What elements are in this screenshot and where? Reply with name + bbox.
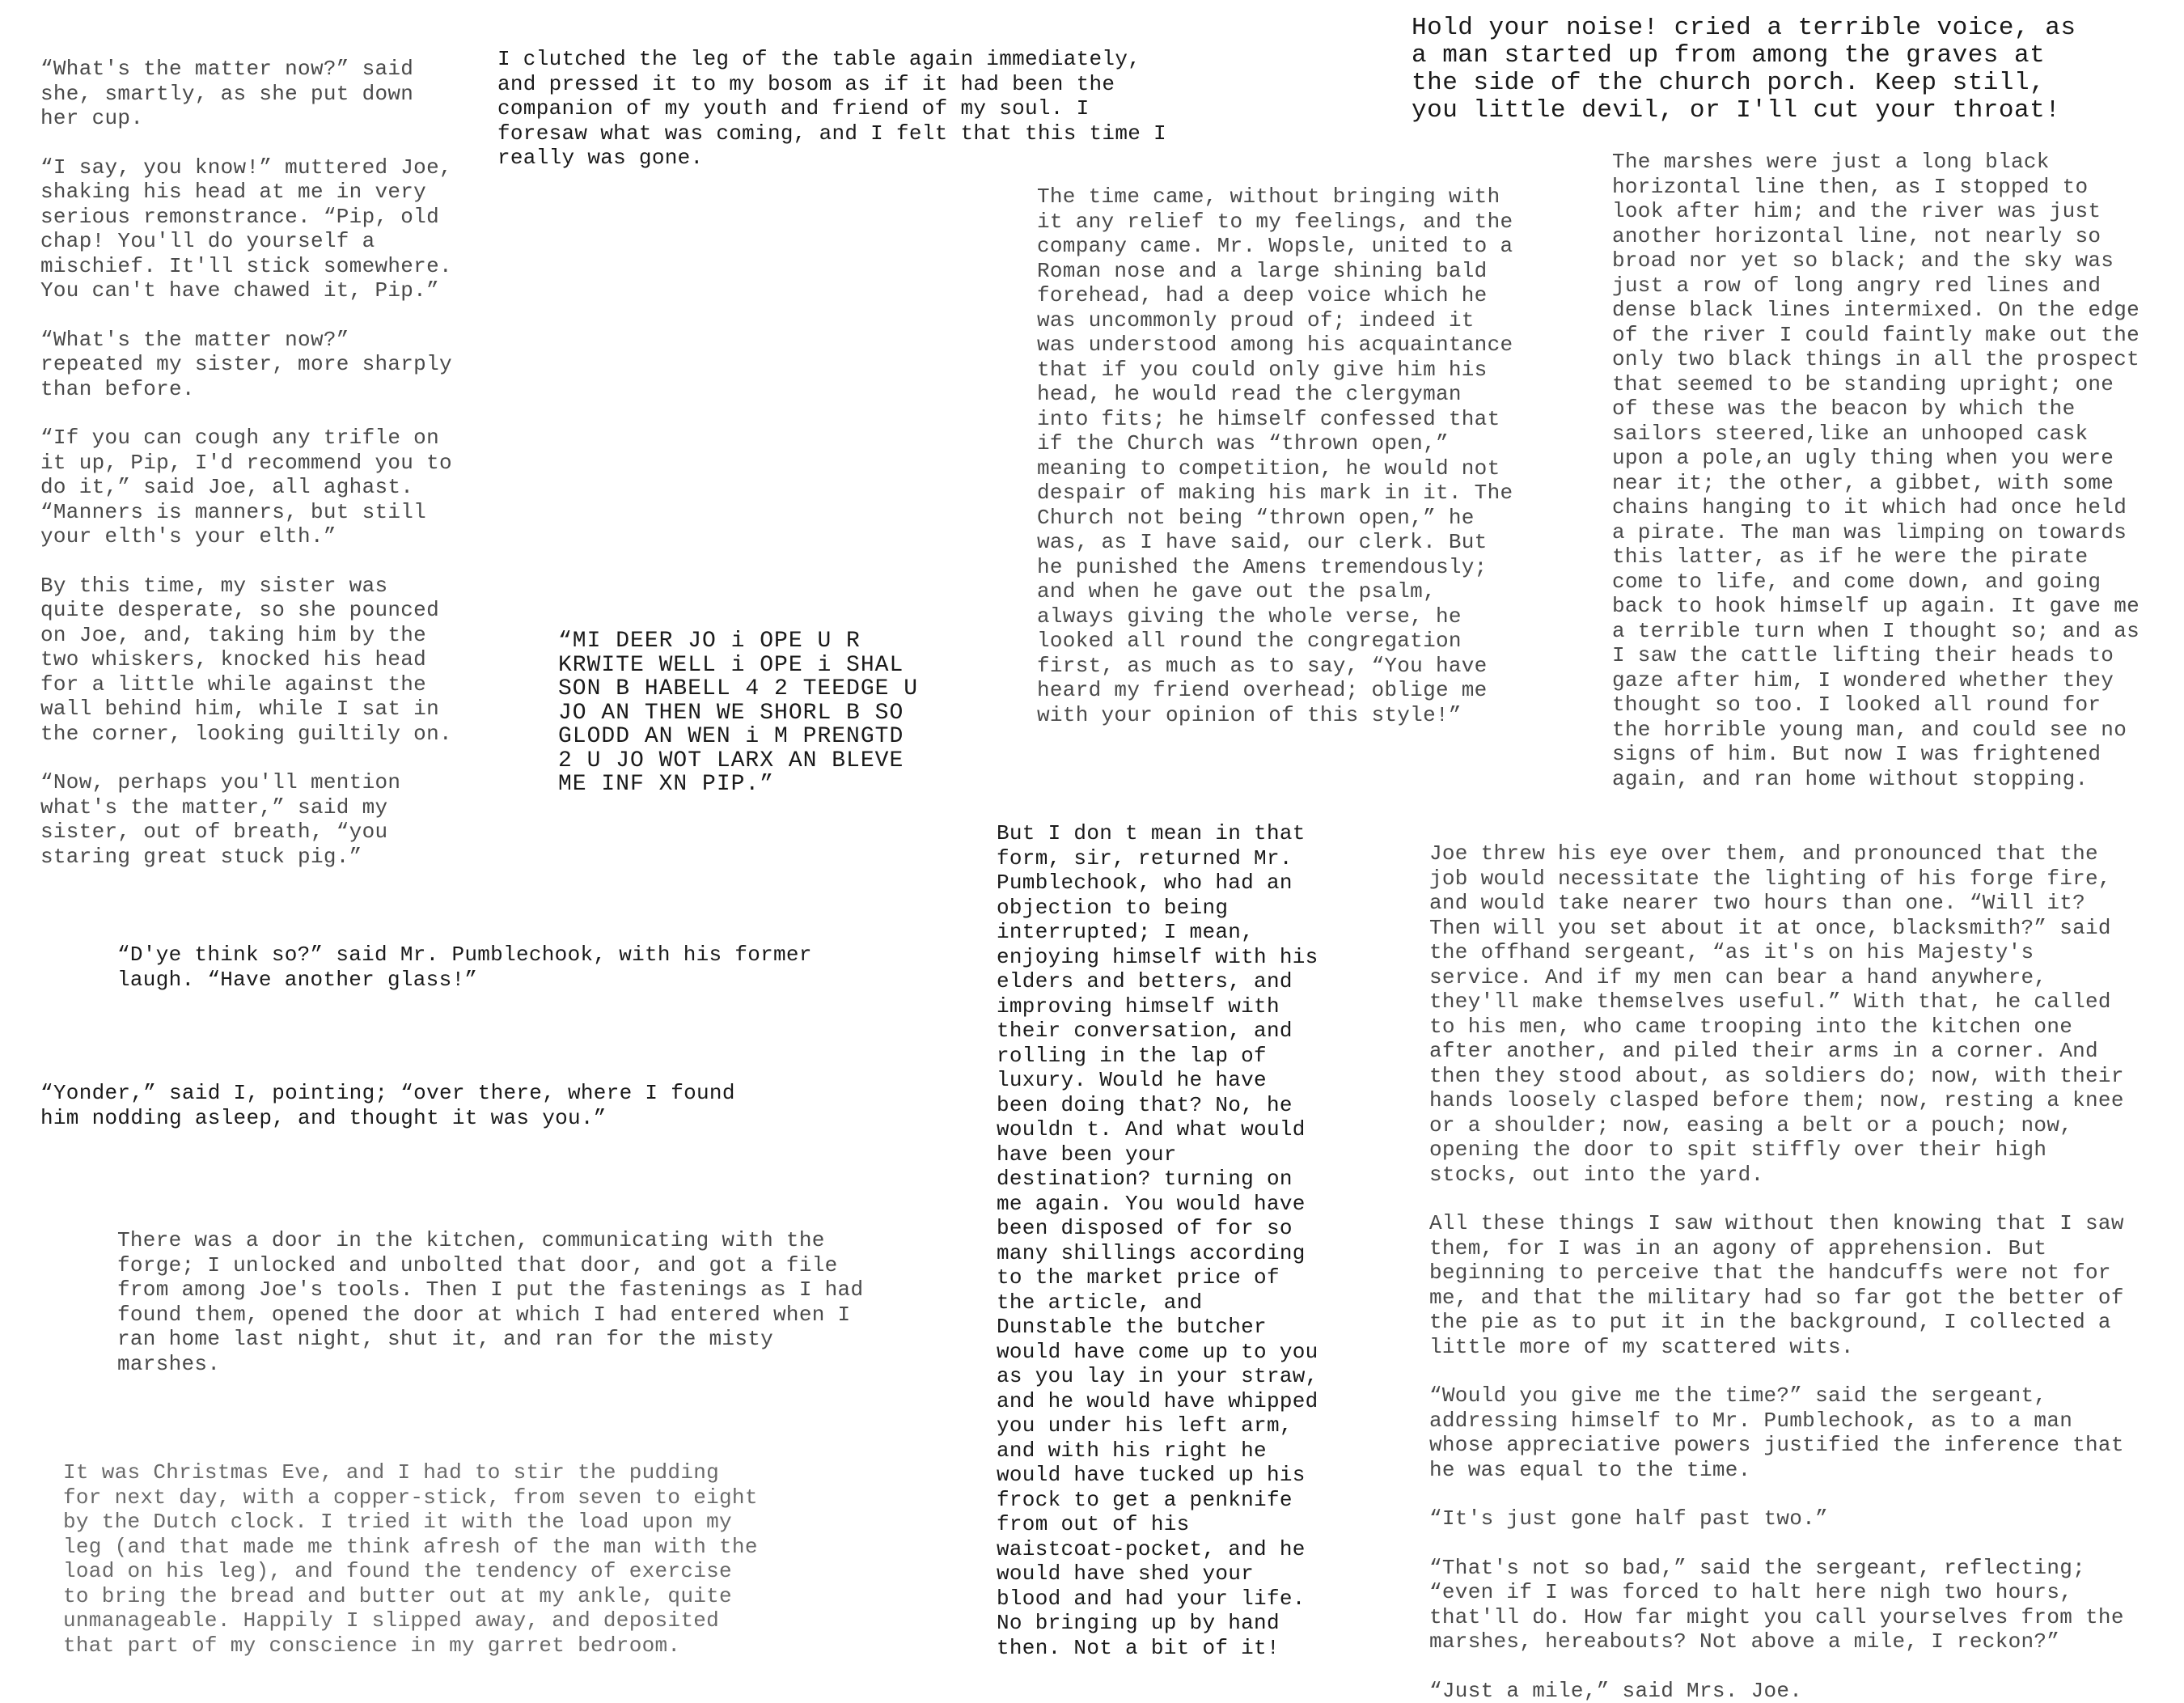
text-block-table-leg xyxy=(497,47,1185,171)
paragraph: Hold your noise! cried a terrible voice, as a man started up from among the graves at the side of the church porch. Keep still, you little devil, or I'll cut your throat! xyxy=(1412,15,2083,125)
paragraph: “Just a mile,” said Mrs. Joe. xyxy=(1429,1679,2149,1703)
text-block-sergeant xyxy=(1429,841,2149,1703)
text-block-wopsle xyxy=(1037,184,1522,727)
paragraph: There was a door in the kitchen, communicating with the forge; I unlocked and unbolted that door, and got a file from among Joe's tools. Then I put the fastenings as I had found them, opened the door at which I had entered when I ran home last night, shut it, and ran for the misty marshes. xyxy=(117,1228,886,1376)
paragraph: Joe threw his eye over them, and pronounced that the job would necessitate the lighting of his forge fire, and would take nearer two hours than one. “Will it? Then will you set about it at once, blacksmith?” said the offhand sergeant, “as it's on his Majesty's service. And if my men can bear a hand anywhere, they'll make themselves useful.” With that, he called to his men, who came trooping into the kitchen one after another, and piled their arms in a corner. And then they stood about, as soldiers do; now, with their hands loosely clasped before them; now, resting a knee or a shoulder; now, easing a belt or a pouch; now, opening the door to spit stiffly over their high stocks, out into the yard. xyxy=(1429,841,2149,1187)
paragraph: “If you can cough any trifle on it up, Pip, I'd recommend you to do it,” said Joe, all aghast. “Manners is manners, but still your elth's your elth.” xyxy=(40,426,461,549)
text-block-pumblechook-glass xyxy=(117,943,861,992)
text-block-hold-your-noise xyxy=(1412,15,2083,125)
paragraph: I clutched the leg of the table again immediately, and pressed it to my bosom as if it had been the companion of my youth and friend of my soul. I foresaw what was coming, and I felt that this time I really was gone. xyxy=(497,47,1185,171)
paragraph: “Yonder,” said I, pointing; “over there, where I found him nodding asleep, and thought it was you.” xyxy=(40,1081,752,1130)
paragraph: All these things I saw without then knowing that I saw them, for I was in an agony of apprehension. But beginning to perceive that the handcuffs were not for me, and that the military had so far got the better of the pie as to put it in the background, I collected a little more of my scattered wits. xyxy=(1429,1211,2149,1359)
paragraph: “What's the matter now?” repeated my sister, more sharply than before. xyxy=(40,328,461,402)
text-block-christmas-eve xyxy=(63,1460,767,1658)
paragraph: It was Christmas Eve, and I had to stir the pudding for next day, with a copper-stick, from seven to eight by the Dutch clock. I tried it with the load upon my leg (and that made me think afresh of the man with the load on his leg), and found the tendency of exercise to bring the bread and butter out at my ankle, quite unmanageable. Happily I slipped away, and deposited that part of my conscience in my garret bedroom. xyxy=(63,1460,767,1658)
paragraph: “Now, perhaps you'll mention what's the matter,” said my sister, out of breath, “you staring great stuck pig.” xyxy=(40,770,461,869)
paragraph: “What's the matter now?” said she, smartly, as she put down her cup. xyxy=(40,57,461,131)
paragraph: “MI DEER JO i OPE U R KRWITE WELL i OPE i SHAL SON B HABELL 4 2 TEEDGE U JO AN THEN WE SHORL B SO GLODD AN WEN i M PRENGTD 2 U JO WOT LARX AN BLEVE ME INF XN PIP.” xyxy=(558,629,926,797)
text-block-yonder xyxy=(40,1081,752,1130)
paragraph: The time came, without bringing with it any relief to my feelings, and the company came. Mr. Wopsle, united to a Roman nose and a large shining bald forehead, had a deep voice which he was uncommonly proud of; indeed it was understood among his acquaintance that if you could only give him his head, he would read the clergyman into fits; he himself confessed that if the Church was “thrown open,” meaning to competition, he would not despair of making his mark in it. The Church not being “thrown open,” he was, as I have said, our clerk. But he punished the Amens tremendously; and when he gave out the psalm, always giving the whole verse, he looked all round the congregation first, as much as to say, “You have heard my friend overhead; oblige me with your opinion of this style!” xyxy=(1037,184,1522,727)
text-block-sister-cup xyxy=(40,57,461,869)
paragraph: “Would you give me the time?” said the sergeant, addressing himself to Mr. Pumblechook, as to a man whose appreciative powers justified the inference that he was equal to the time. xyxy=(1429,1383,2149,1482)
paragraph: “I say, you know!” muttered Joe, shaking his head at me in very serious remonstrance. “Pip, old chap! You'll do yourself a mischief. It'll stick somewhere. You can't have chawed it, Pip.” xyxy=(40,155,461,303)
paragraph: “It's just gone half past two.” xyxy=(1429,1506,2149,1531)
paragraph: But I don t mean in that form, sir, returned Mr. Pumblechook, who had an objection to being interrupted; I mean, enjoying himself with his elders and betters, and improving himself with their conversation, and rolling in the lap of luxury. Would he have been doing that? No, he wouldn t. And what would have been your destination? turning on me again. You would have been disposed of for so many shillings according to the market price of the article, and Dunstable the butcher would have come up to you as you lay in your straw, and he would have whipped you under his left arm, and with his right he would have tucked up his frock to get a penknife from out of his waistcoat-pocket, and he would have shed your blood and had your life. No bringing up by hand then. Not a bit of it! xyxy=(997,821,1328,1660)
text-block-pip-letter xyxy=(558,629,926,797)
paragraph: “D'ye think so?” said Mr. Pumblechook, with his former laugh. “Have another glass!” xyxy=(117,943,861,992)
text-block-marshes xyxy=(1612,150,2146,791)
text-block-pumblechook-destination xyxy=(997,821,1328,1660)
paragraph: By this time, my sister was quite desperate, so she pounced on Joe, and, taking him by the two whiskers, knocked his head for a little while against the wall behind him, while I sat in the corner, looking guiltily on. xyxy=(40,574,461,747)
paragraph: The marshes were just a long black horizontal line then, as I stopped to look after him; and the river was just another horizontal line, not nearly so broad nor yet so black; and the sky was just a row of long angry red lines and dense black lines intermixed. On the edge of the river I could faintly make out the only two black things in all the prospect that seemed to be standing upright; one of these was the beacon by which the sailors steered,like an unhooped cask upon a pole,an ugly thing when you were near it; the other, a gibbet, with some chains hanging to it which had once held a pirate. The man was limping on towards this latter, as if he were the pirate come to life, and come down, and going back to hook himself up again. It gave me a terrible turn when I thought so; and as I saw the cattle lifting their heads to gaze after him, I wondered whether they thought so too. I looked all round for the horrible young man, and could see no signs of him. But now I was frightened again, and ran home without stopping. xyxy=(1612,150,2146,791)
text-block-kitchen-door xyxy=(117,1228,886,1376)
paragraph: “That's not so bad,” said the sergeant, reflecting; “even if I was forced to halt here nigh two hours, that'll do. How far might you call yourselves from the marshes, hereabouts? Not above a mile, I reckon?” xyxy=(1429,1556,2149,1654)
